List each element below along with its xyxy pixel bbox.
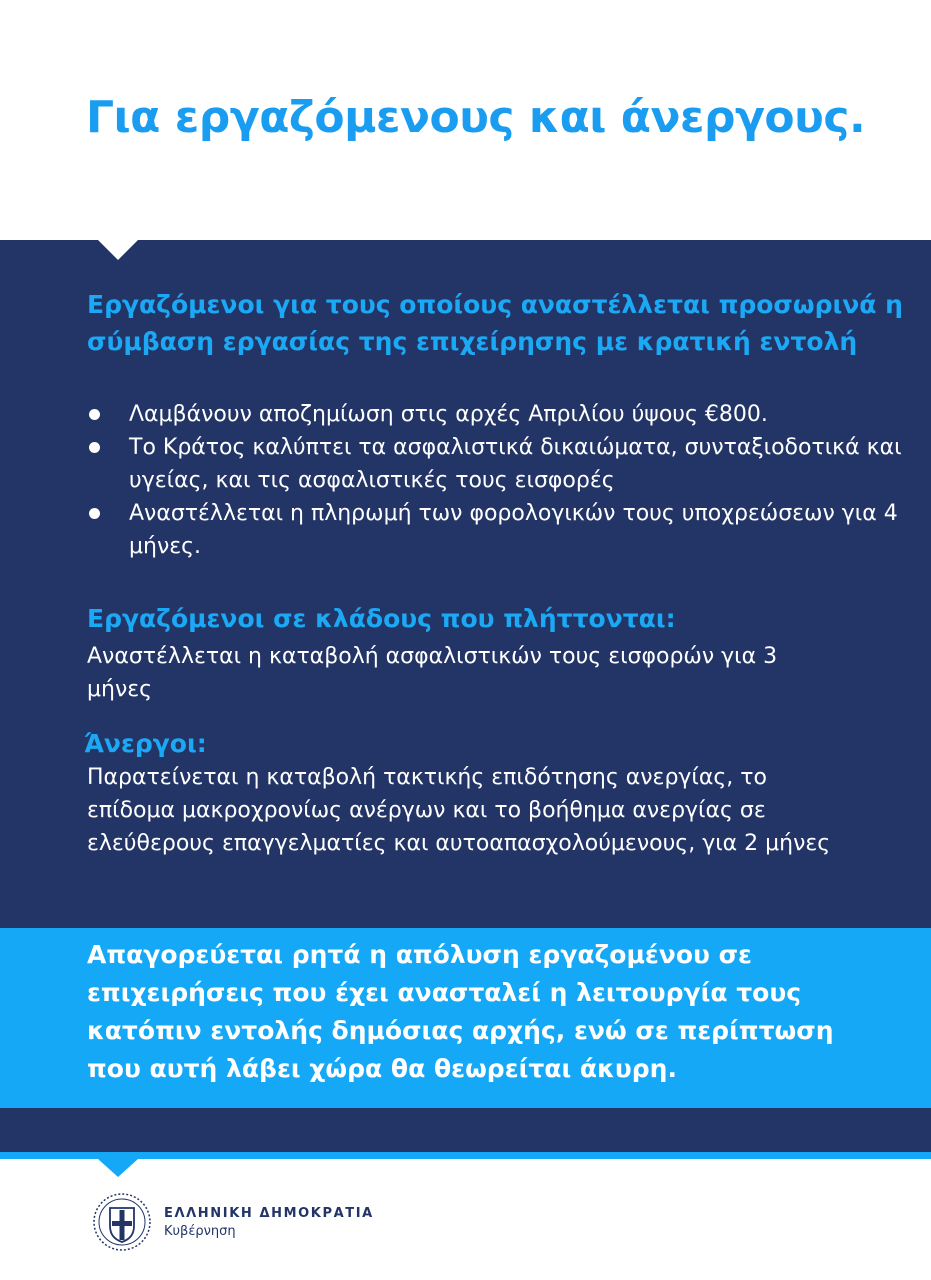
- government-subtitle: Κυβέρνηση: [164, 1224, 236, 1239]
- bottom-band: [0, 1108, 931, 1152]
- suspended-workers-heading: Εργαζόμενοι για τους οποίους αναστέλλεται προσωρινά η σύμβαση εργασίας της επιχείρησης με κρατική εντολή: [87, 290, 903, 356]
- accent-line: [0, 1152, 931, 1159]
- footer-notch: [98, 1159, 138, 1177]
- unemployed-text: Παρατείνεται η καταβολή τακτικής επιδότησης ανεργίας, το επίδομα μακροχρονίως ανέργων και το βοήθημα ανεργίας σε ελεύθερους επαγγελματίες και αυτοαπασχολούμενους, για 2 μήνες: [87, 765, 831, 856]
- list-item: [87, 398, 907, 431]
- affected-sectors-heading: Εργαζόμενοι σε κλάδους που πλήττονται:: [87, 604, 676, 633]
- list-item-text: Αναστέλλεται η πληρωμή των φορολογικών τους υποχρεώσεων για 4 μήνες.: [129, 501, 898, 559]
- page-title: Για εργαζόμενους και άνεργους.: [86, 92, 866, 143]
- list-item-text: Το Κράτος καλύπτει τα ασφαλιστικά δικαιώματα, συνταξιοδοτικά και υγείας, και τις ασφαλιστικές τους εισφορές: [129, 435, 902, 493]
- unemployed-heading: Άνεργοι:: [84, 729, 207, 758]
- list-item: [87, 431, 907, 497]
- panel-notch-top: [98, 240, 138, 260]
- dismissal-notice: Απαγορεύεται ρητά η απόλυση εργαζομένου σε επιχειρήσεις που έχει ανασταλεί η λειτουργία τους κατόπιν εντολής δημόσιας αρχής, ενώ σε περίπτωση που αυτή λάβει χώρα θα θεωρείται άκυρη.: [87, 940, 834, 1083]
- suspended-workers-list: [87, 398, 907, 563]
- bullet-icon: [89, 442, 100, 453]
- government-name: ΕΛΛΗΝΙΚΗ ΔΗΜΟΚΡΑΤΙΑ: [164, 1206, 374, 1221]
- affected-sectors-text: Αναστέλλεται η καταβολή ασφαλιστικών τους εισφορών για 3 μήνες: [87, 644, 778, 702]
- list-item-text: Λαμβάνουν αποζημίωση στις αρχές Απριλίου ύψους €800.: [129, 402, 768, 427]
- greek-coat-of-arms-icon: [92, 1192, 152, 1252]
- list-item: [87, 497, 907, 563]
- bullet-icon: [89, 508, 100, 519]
- bullet-icon: [89, 409, 100, 420]
